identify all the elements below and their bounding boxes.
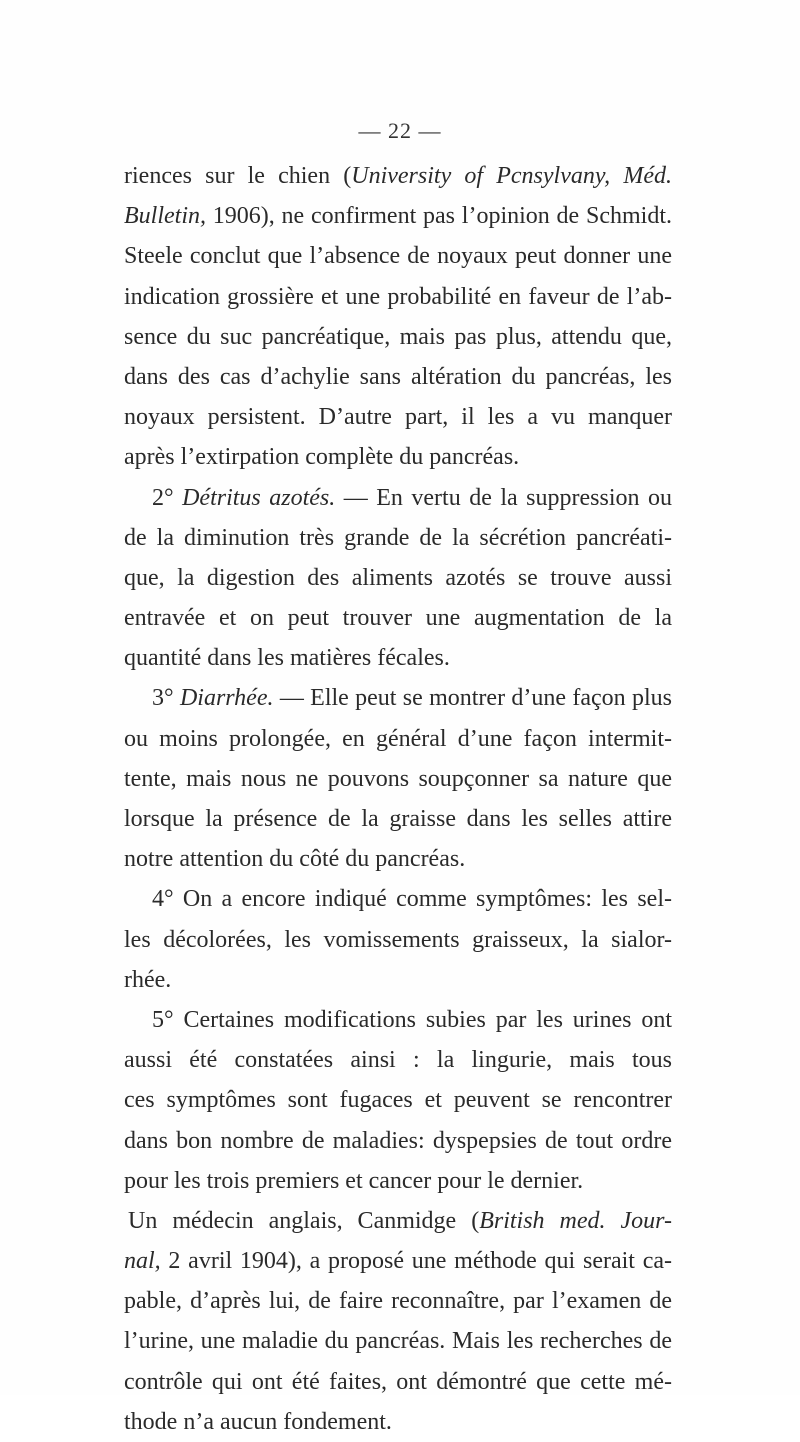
text-line: [124, 317, 672, 357]
text-segment: Un médecin anglais, Canmidge (: [128, 1207, 480, 1234]
text-line: [124, 236, 672, 276]
text-line: [124, 1161, 672, 1201]
italic-text: University of Pcnsylvany, Méd.: [351, 163, 672, 189]
text-line: [124, 437, 672, 477]
text-line: [124, 1362, 672, 1402]
text-line: [124, 1040, 672, 1080]
text-line: [124, 759, 672, 799]
text-line: [124, 719, 672, 759]
text-segment: thode n’a aucun fondement.: [124, 1408, 392, 1435]
text-line: [124, 397, 672, 437]
text-segment: 5° Certaines modifications subies par les urines ont: [152, 1006, 672, 1033]
text-line: [124, 879, 672, 919]
text-segment: pour les trois premiers et cancer pour le dernier.: [124, 1167, 584, 1194]
text-segment: aussi été constatées ainsi : la lingurie, mais tous: [124, 1047, 672, 1074]
text-segment: 2°: [152, 484, 183, 511]
text-line: [124, 920, 672, 960]
italic-text: nal,: [124, 1248, 161, 1275]
text-line: [124, 1281, 672, 1321]
text-line: [124, 1241, 672, 1281]
text-segment: 2 avril 1904), a proposé une méthode qui serait ca-: [160, 1248, 672, 1275]
text-segment: que, la digestion des aliments azotés se trouve aussi: [124, 564, 672, 591]
text-line: [124, 1080, 672, 1120]
text-line: [124, 277, 672, 317]
text-line: [124, 1321, 672, 1361]
text-line: [124, 799, 672, 839]
text-segment: Steele conclut que l’absence de noyaux peut donner une: [124, 243, 672, 270]
text-segment: sence du suc pancréatique, mais pas plus, attendu que,: [124, 323, 672, 350]
text-segment: indication grossière et une probabilité en faveur de l’ab-: [124, 283, 672, 310]
page-number: — 22 —: [358, 118, 442, 143]
text-segment: riences sur le chien (: [124, 163, 352, 189]
text-line: [124, 478, 672, 518]
text-segment: contrôle qui ont été faites, ont démontré que cette mé-: [124, 1368, 672, 1395]
body-text: [124, 156, 672, 1442]
text-line: [124, 357, 672, 397]
text-line: [124, 638, 672, 678]
italic-text: Bulletin,: [124, 203, 206, 230]
text-segment: 3°: [152, 685, 180, 712]
italic-text: Détritus azotés.: [182, 484, 336, 511]
text-segment: — En vertu de la suppression ou: [335, 484, 672, 511]
text-line: [124, 1121, 672, 1161]
text-segment: dans bon nombre de maladies: dyspepsies de tout ordre: [124, 1127, 672, 1154]
text-segment: pable, d’après lui, de faire reconnaître, par l’examen de: [124, 1288, 672, 1315]
text-line: [124, 518, 672, 558]
text-segment: dans des cas d’achylie sans altération du pancréas, les: [124, 363, 672, 390]
text-segment: notre attention du côté du pancréas.: [124, 846, 466, 873]
text-segment: lorsque la présence de la graisse dans les selles attire: [124, 806, 672, 832]
text-line: [124, 598, 672, 638]
text-segment: — Elle peut se montrer d’une façon plus: [273, 685, 672, 712]
text-segment: 4° On a encore indiqué comme symptômes: les sel-: [152, 886, 672, 913]
italic-text: Diarrhée.: [179, 685, 274, 712]
text-line: [124, 156, 672, 196]
text-line: [124, 1201, 672, 1241]
text-segment: l’urine, une maladie du pancréas. Mais les recherches de: [124, 1328, 672, 1355]
text-line: [124, 196, 672, 236]
text-segment: entravée et on peut trouver une augmentation de la: [124, 605, 672, 632]
text-segment: 1906), ne confirment pas l’opinion de Schmidt.: [205, 203, 672, 230]
italic-text: British med. Jour-: [479, 1207, 672, 1234]
text-segment: tente, mais nous ne pouvons soupçonner sa nature que: [124, 765, 672, 792]
text-segment: ou moins prolongée, en général d’une façon intermit-: [124, 725, 672, 752]
text-segment: quantité dans les matières fécales.: [124, 645, 450, 672]
text-line: [124, 960, 672, 1000]
text-line: [124, 678, 672, 718]
text-line: [124, 558, 672, 598]
text-line: [124, 1402, 672, 1442]
text-segment: après l’extirpation complète du pancréas.: [124, 444, 520, 471]
text-line: [124, 1000, 672, 1040]
text-line: [124, 839, 672, 879]
text-segment: ces symptômes sont fugaces et peuvent se rencontrer: [124, 1087, 672, 1114]
text-segment: de la diminution très grande de la sécrétion pancréati-: [124, 524, 672, 551]
text-segment: les décolorées, les vomissements graisseux, la sialor-: [124, 926, 672, 953]
text-segment: rhée.: [124, 966, 172, 993]
text-segment: noyaux persistent. D’autre part, il les a vu manquer: [124, 404, 672, 431]
